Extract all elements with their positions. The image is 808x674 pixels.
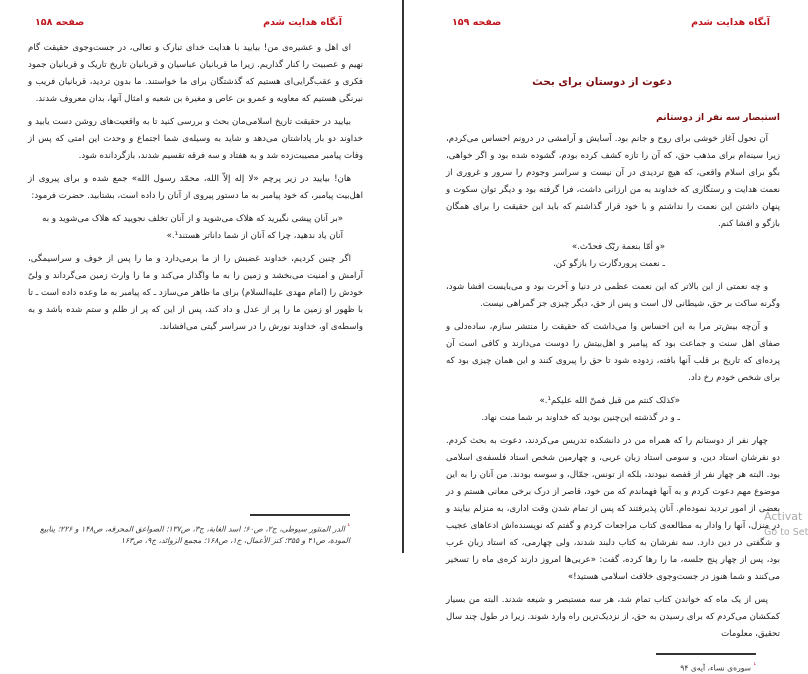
quote-line: «و أمّا بنعمة ربّک فحدّث.» xyxy=(446,239,665,256)
paragraph: ای اهل و عشیره‌ی من! بیایید با هدایت خدای تبارک و تعالی، در جست‌وجوی حقیقت گام نهیم و عصبیت را کنار گذاریم. زیرا ما قربانیان عباسیان و قربانیان تاریخ تاریک و قربانیان جمود فکری و عقب‌گرایی‌ای هستیم که گذشتگان برای ما خواستند. ما بدون تردید، قربانیان فریب و نیرنگی هستیم که معاویه و عمرو بن عاص و مغیرة بن شعبه و امثال آنها، بدان معروف شدند. xyxy=(28,40,363,108)
quote-line: «بر آنان پیشی نگیرید که هلاک می‌شوید و از آنان تخلف نجویید که هلاک می‌شوید و به xyxy=(28,211,343,228)
watermark-line: Go to Set xyxy=(764,525,808,541)
activation-watermark xyxy=(764,509,808,541)
watermark-line: Activat xyxy=(764,509,808,525)
book-title-header: آنگاه هدایت شدم xyxy=(691,17,770,28)
footnote-text: الدر المنثور سیوطی، ج۲، ص۶۰؛ اسد الغابة، ج۳، ص۱۳۷؛ الصواعق المحرقه، ص۱۴۸ و ۲۲۶؛ ینابیع المودة، ص۴۱ و ۳۵۵؛ کنز الأعمال، ج۱، ص۱۶۸؛ مجمع الزوائد، ج۹، ص۱۶۳ xyxy=(40,524,350,545)
footnote-text: سوره‌ی نساء، آیه‌ی ۹۴ xyxy=(680,663,751,672)
left-page-body xyxy=(28,40,363,342)
quran-quote xyxy=(446,393,780,427)
paragraph: چهار نفر از دوستانم را که همراه من در دانشکده تدریس می‌کردند، دعوت به بحث کردم. دو نفرشان استاد دین، و سومی استاد زبان عربی، و چهارمین شخص استاد فلسفه‌ی اسلامی بود. البته هر چهار نفر از قفصه نبودند، بلکه از تونس، جمّال، و سوسه بودند. من آنان را به این موضوع مهم دعوت کردم و به آنها فهماندم که من خود، قاصر از درک برخی معانی هستم و در بعضی از امور تردید نموده‌ام. آنان پذیرفتند که پس از تمام شدن وقت اداری، به منزلم بیایند و در منزل، آنها را وادار به مطالعه‌ی کتاب مراجعات کردم و گفتم که نویسنده‌اش ادعاهای عجیب و شگفتی در دین دارد. سه نفرشان به کتاب دلبند شدند، ولی چهارمی، که استاد زبان عرب بود، پس از چهار پنج جلسه، ما را رها کرده، گفت: «عربی‌ها امروز دارند کره‌ی ماه را تسخیر می‌کنند و شما هنوز در جست‌وجوی خلافت اسلامی هستید!» xyxy=(446,433,780,586)
footnote xyxy=(636,660,756,674)
paragraph: پس از یک ماه که خواندن کتاب تمام شد، هر سه مستبصر و شیعه شدند. البته من بسیار کمکشان می‌کردم که برای رسیدن به حق، از نزدیک‌ترین راه وارد شوند. زیرا در طول چند سال تحقیق، معلومات xyxy=(446,592,780,643)
quote-line: «کذلک کنتم من قبل فمنّ الله علیکم¹.» xyxy=(446,393,680,410)
footnote xyxy=(40,521,350,548)
chapter-title: دعوت از دوستان برای بحث xyxy=(404,76,800,88)
paragraph: هان! بیایید در زیر پرچم «لا إله إلاّ الله، محمّد رسول الله» جمع شده و برای پیروی از اهل‌بیت پیامبر، که خود پیامبر به ما دستور پیروی از آنان را داده است، بشتابید. حضرت فرمود: xyxy=(28,171,363,205)
quote-line: ـ نعمت پروردگارت را بازگو کن. xyxy=(446,256,665,273)
footnote-area xyxy=(636,653,756,674)
footnote-area xyxy=(40,514,350,547)
paragraph: آن تحول آغاز خوشی برای روح و جانم بود. آسایش و آرامشی در درونم احساس می‌کردم، زیرا سینه‌ام برای مذهب حق، که آن را تازه کشف کرده بودم، گشوده شده بود و اگر خواهی، بگو برای اسلام واقعی، که هیچ تردیدی در آن نیست و سراسر وجودم را سرور و غروری از نعمت هدایت و رستگاری که خداوند به من ارزانی داشت، فرا گرفته بود و دیگر توان سکوت و پنهان داشتن این نعمت را نداشتم و با خود قرار گذاشتم که باید این حقیقت را برای همگان بازگو و افشا کنم. xyxy=(446,131,780,233)
quote-line: ـ و در گذشته این‌چنین بودید که خداوند بر شما منت نهاد. xyxy=(446,410,680,427)
left-page xyxy=(0,0,402,553)
paragraph: و آن‌چه بیش‌تر مرا به این احساس وا می‌داشت که حقیقت را منتشر سازم، ساده‌دلی و صفای اهل سنت و جماعت بود که پیامبر و اهل‌بیتش را دوست می‌دارند و کافی است آن پرده‌ای که تاریخ بر قلب آنها بافته، زدوده شود تا حق را پیروی کنند و این همان چیزی بود که برای شخص خودم رخ داد. xyxy=(446,319,780,387)
book-title-header: آنگاه هدایت شدم xyxy=(263,17,342,28)
footnote-marker: ¹ xyxy=(753,662,756,669)
footnote-marker: ¹ xyxy=(347,523,350,530)
quran-quote xyxy=(446,239,780,273)
paragraph: و چه نعمتی از این بالاتر که این نعمت عظمی در دنیا و آخرت بود و می‌بایست افشا شود، وگرنه ساکت بر حق، شیطانی لال است و پس از حق، دیگر چیزی جز گمراهی نیست. xyxy=(446,279,780,313)
quote-line: آنان یاد ندهید، چرا که آنان از شما داناتر هستند¹.» xyxy=(28,228,343,245)
hadith-quote xyxy=(28,211,363,245)
right-page-body xyxy=(446,110,780,674)
paragraph: بیایید در حقیقت تاریخ اسلامی‌مان بحث و بررسی کنید تا به واقعیت‌های روشن دست یابید و خداوند دو بار پاداشتان می‌دهد و شاید به وسیله‌ی شما اجتماع و وحدت این امتی که پس از وفات پیامبر مصیبت‌زده شد و به هفتاد و سه فرقه تقسیم شدند، بازگردانده شود. xyxy=(28,114,363,165)
page-number: صفحه ۱۵۸ xyxy=(35,17,84,28)
right-page xyxy=(404,0,800,553)
paragraph: اگر چنین کردیم، خداوند غضبش را از ما برمی‌دارد و ما را پس از خوف و سراسیمگی، آرامش و امنیت می‌بخشد و زمین را به ما واگذار می‌کند و ما را وارث زمین می‌گرداند و ولیّ خودش را (امام مهدی علیه‌السلام) برای ما ظاهر می‌سازد ـ که پیامبر به ما وعده داده است ـ تا با ظهور او زمین ما را پر از عدل و داد کند، پس از این که پر از ظلم و ستم شده باشد و به واسطه‌ی او، خداوند نورش را در سراسر گیتی می‌افشاند. xyxy=(28,251,363,336)
section-title: استبصار سه نفر از دوستانم xyxy=(446,110,780,127)
page-number: صفحه ۱۵۹ xyxy=(452,17,501,28)
footnote-rule xyxy=(656,653,756,655)
footnote-rule xyxy=(250,514,350,516)
